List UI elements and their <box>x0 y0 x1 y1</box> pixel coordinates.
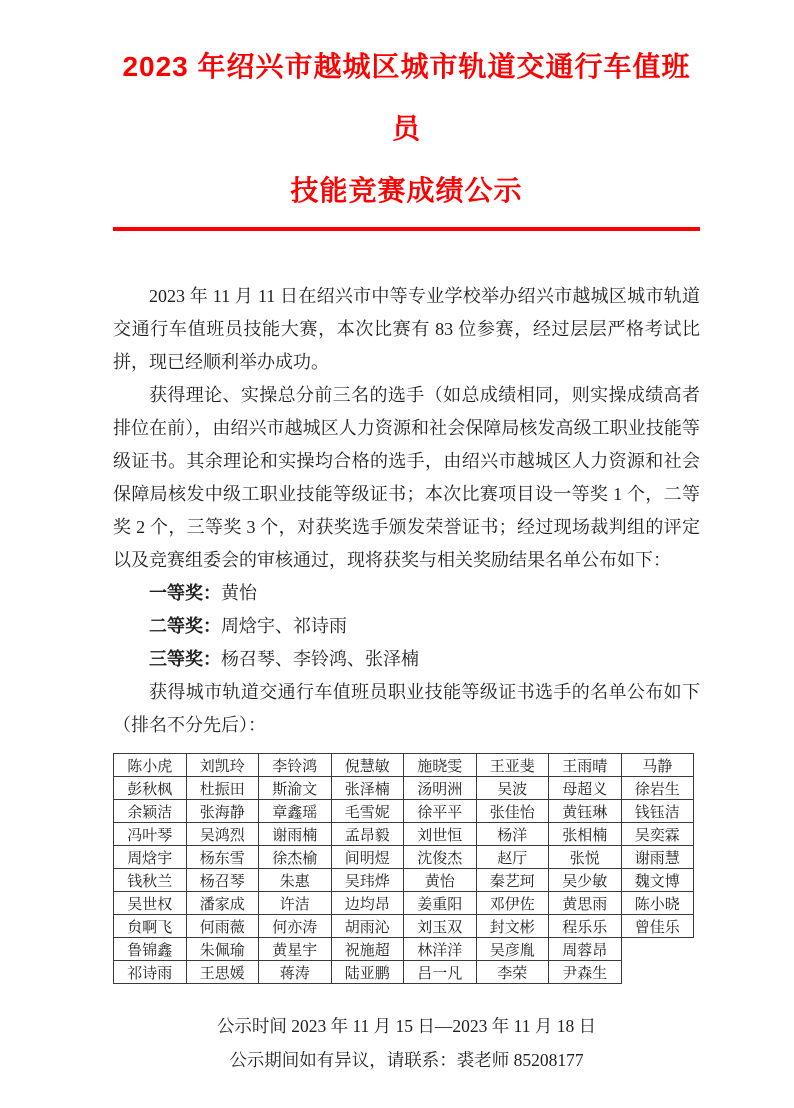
table-cell-name: 汤明洲 <box>404 777 477 800</box>
table-cell-name: 母超义 <box>549 777 622 800</box>
title-line-2: 技能竞赛成绩公示 <box>290 175 523 206</box>
table-cell-name: 张海静 <box>186 800 259 823</box>
table-cell-name: 朱惠 <box>259 869 332 892</box>
award-line-first-prize <box>113 577 700 610</box>
table-cell-name: 何雨薇 <box>186 915 259 938</box>
footer-publicity-period: 公示时间 2023 年 11 月 15 日—2023 年 11 月 18 日 <box>216 1016 597 1036</box>
table-row <box>114 800 694 823</box>
table-cell-name: 间明煜 <box>331 846 404 869</box>
table-cell-name: 周蓉昂 <box>549 938 622 961</box>
table-row <box>114 823 694 846</box>
table-cell-name: 杨洋 <box>476 823 549 846</box>
table-cell-name: 杨东雪 <box>186 846 259 869</box>
table-cell-name: 徐岩生 <box>621 777 694 800</box>
table-cell-name: 鲁锦鑫 <box>114 938 187 961</box>
table-cell-name: 杨召琴 <box>186 869 259 892</box>
table-cell-name: 李铃鸿 <box>259 754 332 777</box>
table-cell-name: 徐杰榆 <box>259 846 332 869</box>
table-cell-name: 王亚斐 <box>476 754 549 777</box>
award-line-third-prize <box>113 643 700 676</box>
table-cell-name: 朱佩瑜 <box>186 938 259 961</box>
table-cell-name: 钱钰洁 <box>621 800 694 823</box>
table-cell-name: 贠啊飞 <box>114 915 187 938</box>
table-cell-name: 蒋涛 <box>259 961 332 984</box>
award-names-first: 黄怡 <box>221 583 257 603</box>
table-cell-name: 祝施超 <box>331 938 404 961</box>
table-cell-empty <box>621 961 694 984</box>
table-cell-name: 张泽楠 <box>331 777 404 800</box>
table-row <box>114 915 694 938</box>
document-title <box>113 36 700 222</box>
table-cell-name: 曾佳乐 <box>621 915 694 938</box>
table-row <box>114 869 694 892</box>
table-cell-name: 刘凯玲 <box>186 754 259 777</box>
table-cell-name: 钱秋兰 <box>114 869 187 892</box>
table-cell-name: 陈小虎 <box>114 754 187 777</box>
award-label-third: 三等奖： <box>149 649 221 669</box>
paragraph-event-intro: 2023 年 11 月 11 日在绍兴市中等专业学校举办绍兴市越城区城市轨道交通行车值班员技能大赛，本次比赛有 83 位参赛，经过层层严格考试比拼，现已经顺利举办成功。 <box>113 286 700 372</box>
table-cell-name: 姜重阳 <box>404 892 477 915</box>
table-cell-name: 谢雨慧 <box>621 846 694 869</box>
table-cell-name: 何亦涛 <box>259 915 332 938</box>
table-cell-name: 吴波 <box>476 777 549 800</box>
title-underline-rule <box>113 227 700 231</box>
table-cell-name: 陆亚鹏 <box>331 961 404 984</box>
table-cell-name: 吴少敏 <box>549 869 622 892</box>
table-cell-name: 祁诗雨 <box>114 961 187 984</box>
table-cell-name: 边均昂 <box>331 892 404 915</box>
table-cell-name: 张悦 <box>549 846 622 869</box>
table-row <box>114 777 694 800</box>
table-cell-name: 许洁 <box>259 892 332 915</box>
table-cell-name: 彭秋枫 <box>114 777 187 800</box>
table-row <box>114 754 694 777</box>
table-cell-name: 毛雪妮 <box>331 800 404 823</box>
table-cell-name: 赵厅 <box>476 846 549 869</box>
table-row <box>114 938 694 961</box>
award-line-second-prize <box>113 610 700 643</box>
table-cell-name: 谢雨楠 <box>259 823 332 846</box>
table-cell-name: 王思媛 <box>186 961 259 984</box>
award-label-first: 一等奖： <box>149 583 221 603</box>
paragraph-award-rules: 获得理论、实操总分前三名的选手（如总成绩相同，则实操成绩高者排位在前），由绍兴市越城区人力资源和社会保障局核发高级工职业技能等级证书。其余理论和实操均合格的选手，由绍兴市越城区人力资源和社会保障局核发中级工职业技能等级证书；本次比赛项目设一等奖 1 个，二等奖 2 个，三等奖 3 个，对获奖选手颁发荣誉证书；经过现场裁判组的评定以及竞赛组委会的审核通过，现将获奖与相关奖励结果名单公布如下： <box>113 385 700 570</box>
paragraph-certificate-list-intro: 获得城市轨道交通行车值班员职业技能等级证书选手的名单公布如下（排名不分先后）： <box>113 682 700 735</box>
table-cell-name: 林洋洋 <box>404 938 477 961</box>
document-footer <box>113 1009 700 1077</box>
table-cell-name: 潘家成 <box>186 892 259 915</box>
table-cell-name: 孟昂毅 <box>331 823 404 846</box>
award-names-second: 周焓宇、祁诗雨 <box>221 616 347 636</box>
table-cell-name: 胡雨沁 <box>331 915 404 938</box>
certificate-name-table-body <box>114 754 694 984</box>
table-cell-name: 魏文博 <box>621 869 694 892</box>
table-cell-name: 施晓雯 <box>404 754 477 777</box>
table-cell-name: 吕一凡 <box>404 961 477 984</box>
table-cell-name: 王雨晴 <box>549 754 622 777</box>
table-cell-name: 吴鸿烈 <box>186 823 259 846</box>
table-cell-name: 吴世权 <box>114 892 187 915</box>
table-row <box>114 892 694 915</box>
table-cell-name: 秦艺珂 <box>476 869 549 892</box>
table-cell-name: 杜振田 <box>186 777 259 800</box>
table-cell-name: 封文彬 <box>476 915 549 938</box>
table-cell-name: 黄思雨 <box>549 892 622 915</box>
table-cell-name: 倪慧敏 <box>331 754 404 777</box>
table-row <box>114 961 694 984</box>
table-cell-name: 程乐乐 <box>549 915 622 938</box>
award-names-third: 杨召琴、李铃鸿、张泽楠 <box>221 649 419 669</box>
table-cell-name: 斯渝文 <box>259 777 332 800</box>
table-cell-name: 徐平平 <box>404 800 477 823</box>
table-cell-name: 黄钰琳 <box>549 800 622 823</box>
table-cell-name: 张佳怡 <box>476 800 549 823</box>
table-cell-name: 黄怡 <box>404 869 477 892</box>
table-cell-name: 冯叶琴 <box>114 823 187 846</box>
table-cell-name: 吴奕霖 <box>621 823 694 846</box>
table-cell-name: 吴彦胤 <box>476 938 549 961</box>
table-cell-name: 章鑫瑶 <box>259 800 332 823</box>
table-cell-name: 余颖洁 <box>114 800 187 823</box>
table-cell-name: 邓伊佐 <box>476 892 549 915</box>
table-cell-name: 吴玮烨 <box>331 869 404 892</box>
table-row <box>114 846 694 869</box>
table-cell-name: 张相楠 <box>549 823 622 846</box>
table-cell-empty <box>621 938 694 961</box>
table-cell-name: 尹森生 <box>549 961 622 984</box>
table-cell-name: 沈俊杰 <box>404 846 477 869</box>
certificate-name-table <box>113 753 694 984</box>
title-line-1: 2023 年绍兴市越城区城市轨道交通行车值班员 <box>122 51 691 144</box>
table-cell-name: 刘玉双 <box>404 915 477 938</box>
table-cell-name: 黄星宇 <box>259 938 332 961</box>
table-cell-name: 马静 <box>621 754 694 777</box>
award-label-second: 二等奖： <box>149 616 221 636</box>
table-cell-name: 李荣 <box>476 961 549 984</box>
table-cell-name: 周焓宇 <box>114 846 187 869</box>
table-cell-name: 陈小晓 <box>621 892 694 915</box>
footer-contact-info: 公示期间如有异议，请联系：裘老师 85208177 <box>229 1050 584 1070</box>
table-cell-name: 刘世恒 <box>404 823 477 846</box>
